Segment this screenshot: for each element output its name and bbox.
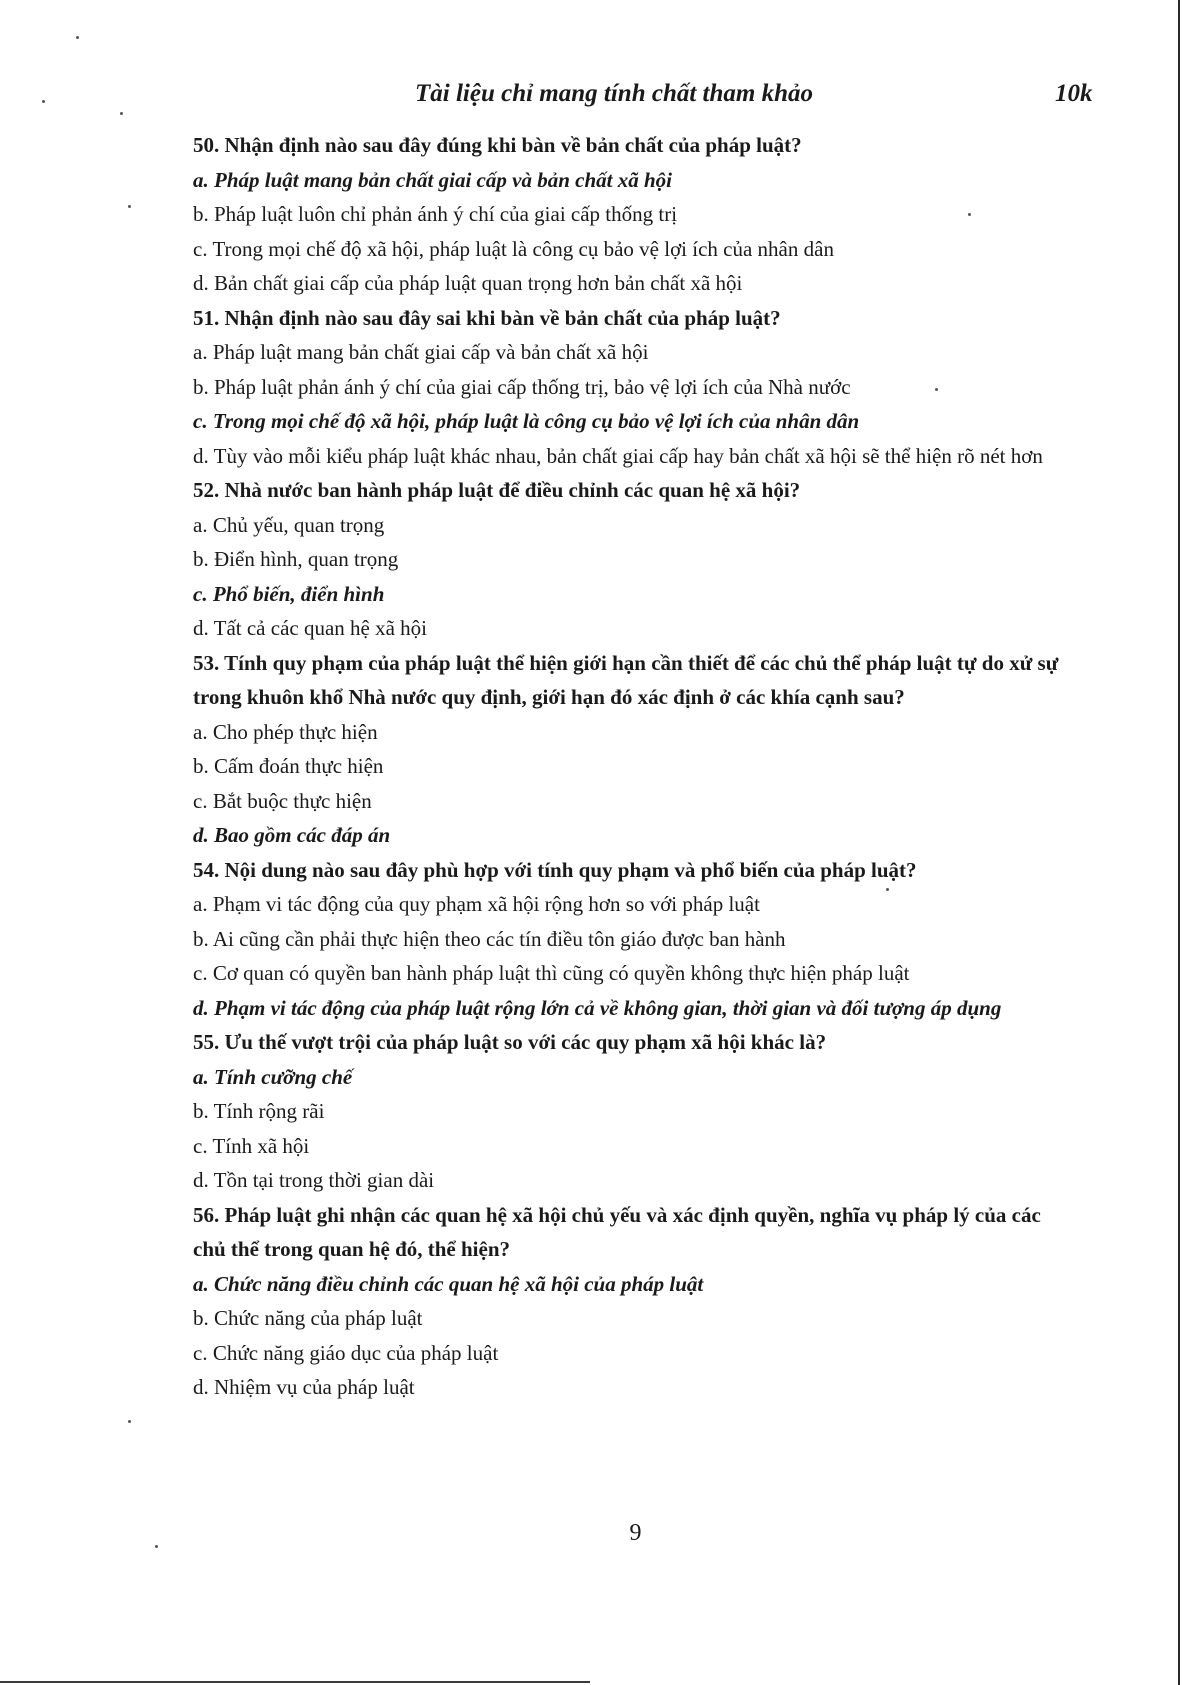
- page-edge-right: [1178, 0, 1180, 1685]
- answer-option: d. Tùy vào mỗi kiểu pháp luật khác nhau, bản chất giai cấp hay bản chất xã hội sẽ thể hiện rõ nét hơn: [193, 443, 1043, 468]
- answer-option: a. Chủ yếu, quan trọng: [193, 512, 385, 537]
- answer-option: d. Tất cả các quan hệ xã hội: [193, 616, 428, 640]
- answer-option: b. Điển hình, quan trọng: [193, 547, 399, 571]
- price-label: 10k: [1055, 80, 1093, 107]
- answer-option: b. Ai cũng cần phải thực hiện theo các tín điều tôn giáo được ban hành: [193, 926, 786, 951]
- question-stem: 53. Tính quy phạm của pháp luật thể hiện giới hạn cần thiết để các chủ thể pháp luật tự do xử sự trong khuôn khổ Nhà nước quy định, giới hạn đó xác định ở các khía cạnh sau?: [193, 650, 1059, 709]
- question-stem: 54. Nội dung nào sau đây phù hợp với tính quy phạm và phổ biến của pháp luật?: [193, 857, 917, 882]
- answer-option: c. Tính xã hội: [193, 1133, 310, 1158]
- question-block: [193, 1025, 1063, 1198]
- question-stem: 50. Nhận định nào sau đây đúng khi bàn về bản chất của pháp luật?: [193, 133, 802, 157]
- answer-option-correct: d. Phạm vi tác động của pháp luật rộng lớn cả về không gian, thời gian và đối tượng áp dụng: [193, 995, 1002, 1020]
- scan-speck: [76, 36, 79, 39]
- answer-option: b. Pháp luật luôn chỉ phản ánh ý chí của giai cấp thống trị: [193, 202, 678, 226]
- question-list: [193, 128, 1063, 1405]
- question-block: [193, 646, 1063, 853]
- question-stem: 52. Nhà nước ban hành pháp luật để điều chỉnh các quan hệ xã hội?: [193, 478, 801, 502]
- answer-option: c. Bắt buộc thực hiện: [193, 788, 372, 813]
- answer-option: d. Nhiệm vụ của pháp luật: [193, 1375, 415, 1399]
- question-block: [193, 1198, 1063, 1405]
- scan-speck: [128, 205, 131, 208]
- page-edge-bottom: [0, 1681, 590, 1683]
- scan-speck: [128, 1420, 131, 1423]
- answer-option-correct: c. Phổ biến, điển hình: [193, 581, 385, 606]
- document-disclaimer: Tài liệu chỉ mang tính chất tham khảo: [415, 80, 813, 107]
- answer-option-correct: a. Chức năng điều chỉnh các quan hệ xã hội của pháp luật: [193, 1271, 704, 1296]
- answer-option: d. Tồn tại trong thời gian dài: [193, 1168, 435, 1192]
- answer-option-correct: a. Pháp luật mang bản chất giai cấp và bản chất xã hội: [193, 167, 672, 192]
- answer-option: a. Pháp luật mang bản chất giai cấp và bản chất xã hội: [193, 340, 649, 364]
- question-stem: 56. Pháp luật ghi nhận các quan hệ xã hội chủ yếu và xác định quyền, nghĩa vụ pháp lý của các chủ thể trong quan hệ đó, thể hiện?: [193, 1202, 1041, 1261]
- answer-option: b. Chức năng của pháp luật: [193, 1306, 423, 1330]
- question-block: [193, 128, 1063, 301]
- page-number: 9: [629, 1520, 642, 1546]
- page-header: [0, 80, 1191, 116]
- answer-option: a. Phạm vi tác động của quy phạm xã hội rộng hơn so với pháp luật: [193, 892, 760, 916]
- answer-option: a. Cho phép thực hiện: [193, 719, 378, 744]
- answer-option-correct: c. Trong mọi chế độ xã hội, pháp luật là công cụ bảo vệ lợi ích của nhân dân: [193, 409, 860, 433]
- answer-option-correct: a. Tính cưỡng chế: [193, 1064, 353, 1089]
- question-stem: 51. Nhận định nào sau đây sai khi bàn về bản chất của pháp luật?: [193, 305, 781, 330]
- question-block: [193, 473, 1063, 646]
- answer-option: b. Cấm đoán thực hiện: [193, 754, 384, 778]
- question-block: [193, 853, 1063, 1026]
- answer-option: d. Bản chất giai cấp của pháp luật quan trọng hơn bản chất xã hội: [193, 271, 743, 295]
- answer-option: b. Pháp luật phản ánh ý chí của giai cấp thống trị, bảo vệ lợi ích của Nhà nước: [193, 374, 851, 399]
- answer-option: c. Trong mọi chế độ xã hội, pháp luật là công cụ bảo vệ lợi ích của nhân dân: [193, 236, 834, 261]
- question-stem: 55. Ưu thế vượt trội của pháp luật so với các quy phạm xã hội khác là?: [193, 1030, 827, 1054]
- question-block: [193, 301, 1063, 474]
- answer-option: c. Cơ quan có quyền ban hành pháp luật thì cũng có quyền không thực hiện pháp luật: [193, 961, 910, 985]
- answer-option: c. Chức năng giáo dục của pháp luật: [193, 1340, 499, 1365]
- answer-option: b. Tính rộng rãi: [193, 1099, 325, 1123]
- answer-option-correct: d. Bao gồm các đáp án: [193, 823, 391, 847]
